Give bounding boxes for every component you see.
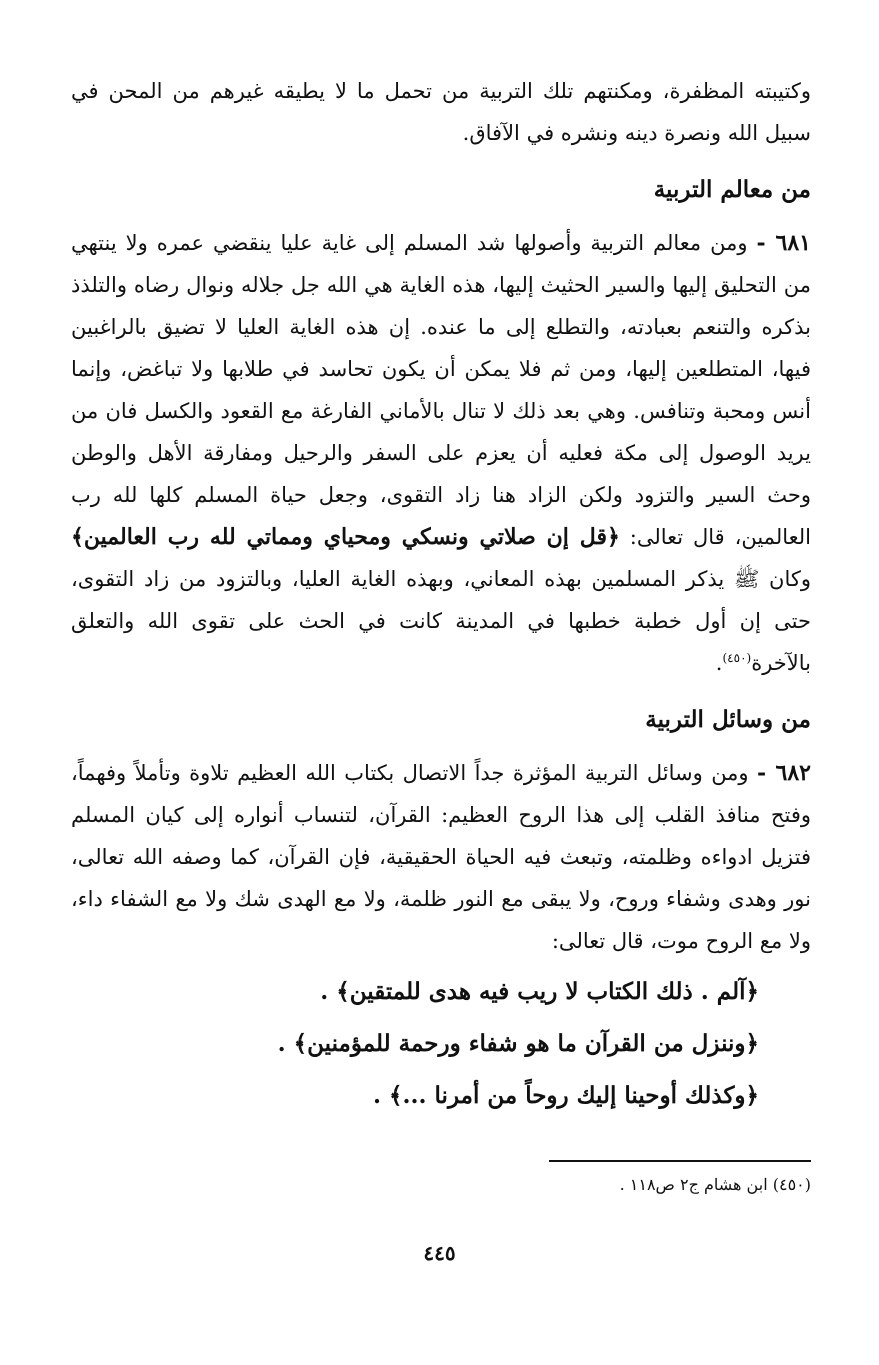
paragraph-681-text-2: وكان ﷺ يذكر المسلمين بهذه المعاني، وبهذه الغاية العليا، وبالتزود من زاد التقوى، حتى إن أول خطبة خطبها في المدينة كانت في الحث على تقوى الله والتعلق بالآخرة [71, 567, 811, 675]
quran-verse-3: ﴿وكذلك أوحينا إليك روحاً من أمرنا ...﴾ . [373, 1082, 759, 1109]
paragraph-number-682: ٦٨٢ - [757, 760, 811, 786]
paragraph-number-681: ٦٨١ - [756, 230, 811, 256]
quran-verse-1: ﴿آلم . ذلك الكتاب لا ريب فيه هدى للمتقين﴾ . [320, 978, 759, 1005]
paragraph-681-end: . [715, 651, 723, 675]
footnote-divider [549, 1160, 811, 1162]
footnote-text: (٤٥٠) ابن هشام ج٢ ص١١٨ . [619, 1175, 811, 1194]
intro-text: وكتيبته المظفرة، ومكنتهم تلك التربية من تحمل ما لا يطيقه غيرهم من المحن في سبيل الله ونصرة دينه ونشره في الآفاق. [71, 79, 811, 145]
quran-quote-1: ﴿قل إن صلاتي ونسكي ومحياي ومماتي لله رب العالمين﴾ [71, 524, 620, 550]
section-heading-1: من معالم التربية [653, 176, 811, 203]
footnote-reference[interactable]: (٤٥٠) [722, 651, 752, 665]
paragraph-681-text-1: ومن معالم التربية وأصولها شد المسلم إلى غاية عليا ينقضي عمره ولا ينتهي من التحليق إليها والسير الحثيث إليها، هذه الغاية هي الله جل جلاله ونوال رضاه والتلذذ بذكره والتنعم بعبادته، والتطلع إلى ما عنده. إن هذه الغاية العليا لا تضيق بالراغبين فيها، المتطلعين إليها، ومن ثم فلا يمكن أن يكون تحاسد في طلابها ولا تباغض، وإنما أنس ومحبة وتنافس. وهي بعد ذلك لا تنال بالأماني الفارغة مع القعود والكسل فان من يريد الوصول إلى مكة فعليه أن يعزم على السفر والرحيل ومفارقة الأهل والوطن وحث السير والتزود ولكن الزاد هنا زاد التقوى، وجعل حياة المسلم كلها لله رب العالمين، قال تعالى: [71, 231, 811, 549]
intro-paragraph [71, 70, 811, 154]
paragraph-682 [71, 752, 811, 962]
section-heading-2: من وسائل التربية [645, 706, 811, 733]
quran-verse-2: ﴿وننزل من القرآن ما هو شفاء ورحمة للمؤمنين﴾ . [277, 1030, 759, 1057]
paragraph-681 [71, 222, 811, 684]
quran-verses [71, 966, 811, 1122]
paragraph-682-text: ومن وسائل التربية المؤثرة جداً الاتصال بكتاب الله العظيم تلاوة وتأملاً وفهماً، وفتح منافذ القلب إلى هذا الروح العظيم: القرآن، لتنساب أنواره إلى كيان المسلم فتزيل ادواءه وظلمته، وتبعث فيه الحياة الحقيقية، فإن القرآن، كما وصفه الله تعالى، نور وهدى وشفاء وروح، ولا يبقى مع النور ظلمة، ولا مع الهدى شك ولا مع الشفاء داء، ولا مع الروح موت، قال تعالى: [71, 761, 811, 953]
page-number: ٤٤٥ [423, 1241, 456, 1265]
page-body [71, 70, 811, 1122]
